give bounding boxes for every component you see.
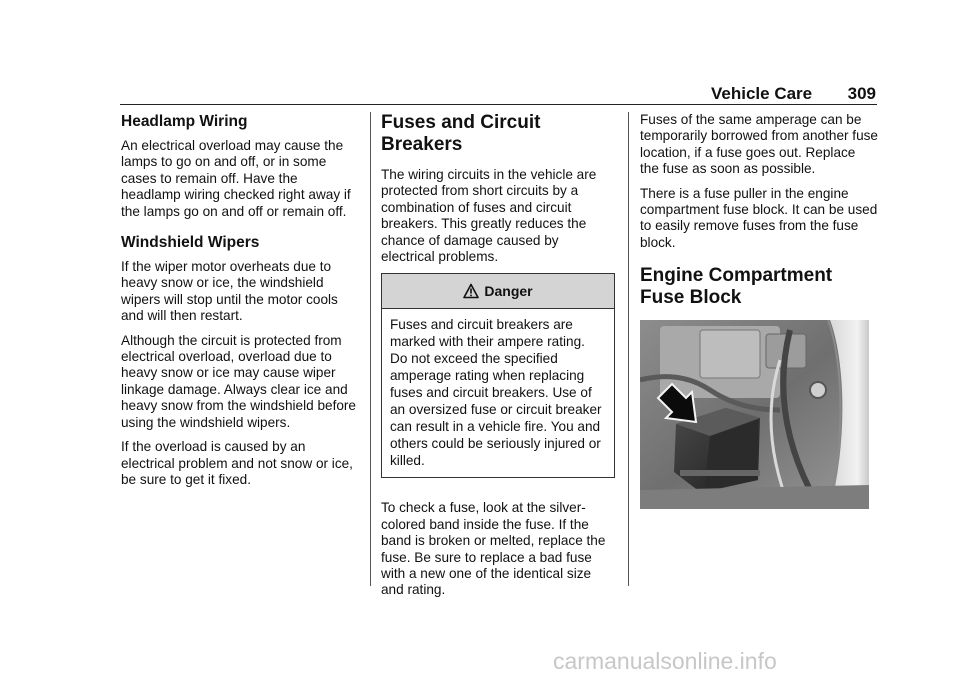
wipers-paragraph-2: Although the circuit is protected from electrical overload, overload due to heavy snow or ice may cause wiper linkage damage. Always clear ice and heavy snow from the windshield before using the windshield wipers. [121,332,356,430]
wipers-paragraph-3: If the overload is caused by an electrical problem and not snow or ice, be sure to get it fixed. [121,439,353,487]
fuses-intro: The wiring circuits in the vehicle are protected from short circuits by a combination of fuses and circuit breakers. This greatly reduces the chance of damage caused by electrical problems. [381,167,597,265]
fuses-heading-line-1: Fuses and Circuit [381,112,541,133]
engine-fuse-block-photo [640,320,869,509]
engine-compartment-heading [640,265,878,309]
fuses-heading-line-2: Breakers [381,134,463,155]
check-fuse-text: To check a fuse, look at the silver-colored band inside the fuse. If the band is broken or melted, replace the fuse. Be sure to replace a bad fuse with a new one of the identical size and rating. [381,500,606,598]
danger-label: Danger [484,283,533,300]
engine-heading-line-1: Engine Compartment [640,265,833,287]
column-1 [121,112,357,496]
danger-body [382,309,614,477]
headlamp-wiring-text: An electrical overload may cause the lamps to go on and off, or in some cases to remain off. Have the headlamp wiring checked right away if the lamps go on and off or remain off. [121,138,351,219]
danger-header [382,274,614,309]
fuse-puller-text: There is a fuse puller in the engine compartment fuse block. It can be used to easily remove fuses from the fuse block. [640,185,878,250]
column-divider-1 [370,112,371,586]
wipers-paragraph-1: If the wiper motor overheats due to heavy snow or ice, the windshield wipers will stop until the motor cools and will then restart. [121,259,338,324]
column-divider-2 [628,112,629,586]
headlamp-wiring-heading: Headlamp Wiring [121,113,248,130]
column-2 [381,112,615,607]
fuses-heading [381,112,615,156]
section-title: Vehicle Care [711,84,813,103]
warning-triangle-icon [463,283,479,299]
danger-text: Fuses and circuit breakers are marked with their ampere rating. Do not exceed the specified amperage rating when replacing fuses and circuit breakers. Use of an oversized fuse or circuit breaker can result in a vehicle fire. You and others could be seriously injured or killed. [390,317,602,469]
column-3 [640,112,878,509]
borrow-fuse-text: Fuses of the same amperage can be temporarily borrowed from another fuse location, if a fuse goes out. Replace the fuse as soon as possible. [640,112,878,177]
running-header [711,84,876,106]
watermark: carmanualsonline.info [553,648,777,674]
header-rule [120,104,877,105]
danger-box [381,273,615,478]
page-number: 309 [847,84,876,103]
windshield-wipers-heading: Windshield Wipers [121,234,260,252]
engine-heading-line-2: Fuse Block [640,287,742,309]
